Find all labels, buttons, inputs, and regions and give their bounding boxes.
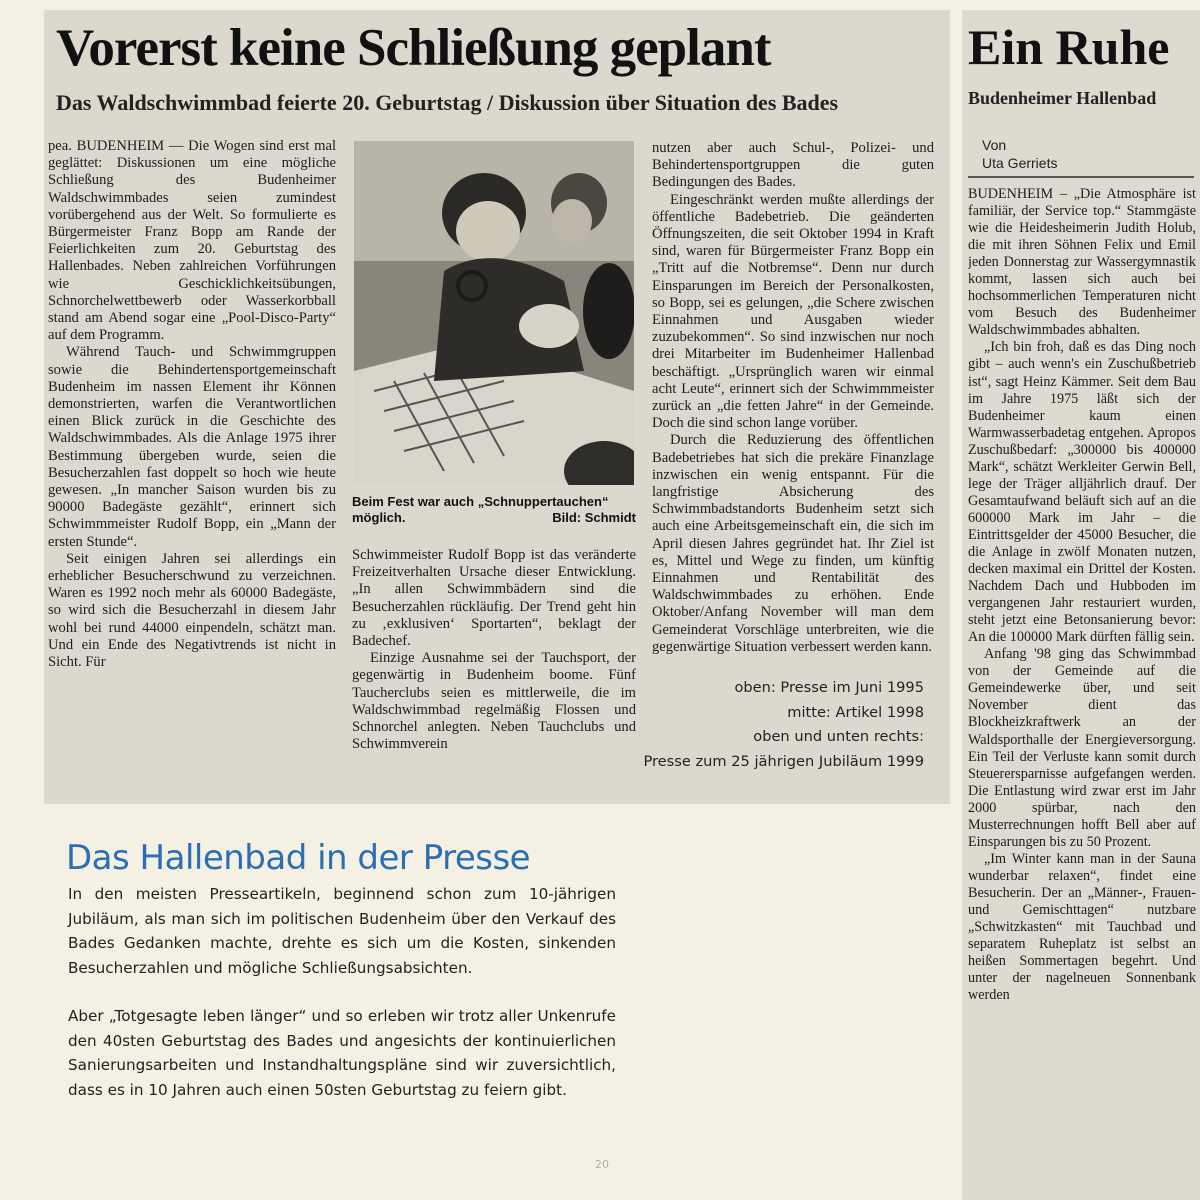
page-number: 20 xyxy=(595,1158,609,1171)
paragraph: Während Tauch- und Schwimmgruppen sowie die Behindertensportgemeinschaft Budenheim im nassen Element ihr Können demonstrierten, warfen die Verantwortlichen einen Blick zurück in die Geschichte des Waldschwimmbades. Als die Anlage 1975 ihrer Bestimmung übergeben wurde, seien die Besucherzahlen fast doppelt so hoch wie heute gewesen. „In mancher Saison wurden bis zu 90000 Badegäste gezählt“, erinnert sich Schwimmmeister Rudolf Bopp, ein „Mann der ersten Stunde“. xyxy=(48,344,336,550)
paragraph: „Im Winter kann man in der Sauna wunderbar relaxen“, findet eine Besucherin. Der an „Männer-, Frauen- und Gemischttagen“ nutzbare „Schwitzkasten“ mit Tauchbad und separatem Ruheplatz ist selbst an heißen Sommertagen begehrt. Und unter der nagelneuen Sonnenbank werden xyxy=(968,850,1196,1004)
article-column-1 xyxy=(48,138,336,802)
byline xyxy=(982,136,1057,172)
byline-prefix: Von xyxy=(982,137,1007,153)
clipping-headline: Ein Ruhe xyxy=(968,19,1170,75)
paragraph: Durch die Reduzierung des öffentlichen Badebetriebes hat sich die prekäre Finanzlage inzwischen ein wenig entspannt. Für die langfristige Absicherung des Schwimmbadstandorts Budenheim setzt sich auch eine Arbeitsgemeinschaft ein, die sich im April diesen Jahres gegründet hat. Ihr Ziel ist es, Mittel und Wege zu finden, um künftig Einnahmen und Rentabilität des Waldschwimmbades zu erhöhen. Ende Oktober/Anfang November will man dem Gemeinderat Vorschläge unterbreiten, wie die gegenwärtige Situation verbessert werden kann. xyxy=(652,432,934,655)
paragraph: Eingeschränkt werden mußte allerdings der öffentliche Badebetrieb. Die geänderten Öffnungszeiten, die seit Oktober 1994 in Kraft sind, waren für Bürgermeister Franz Bopp ein „Tritt auf die Notbremse“. Denn nur durch Einsparungen im Bereich der Personalkosten, so Bopp, sei es gelungen, „die Schere zwischen Einnahmen und Ausgaben wieder zuzubekommen“. So sind inzwischen nur noch drei Mitarbeiter im Budenheimer Hallenbad beschäftigt. „Ursprünglich waren wir einmal acht Leute“, erinnert sich der Schwimmmeister zurück an „die fetten Jahre“ in der Gemeinde. Doch die sind schon lange vorüber. xyxy=(652,191,934,432)
paragraph: nutzen aber auch Schul-, Polizei- und Behindertensportgruppen die guten Bedingungen des Bades. xyxy=(652,140,934,191)
byline-author: Uta Gerriets xyxy=(982,155,1058,171)
clipping-subhead: Budenheimer Hallenbad xyxy=(968,88,1157,108)
clipping-subhead: Das Waldschwimmbad feierte 20. Geburtstag / Diskussion über Situation des Bades xyxy=(56,90,839,115)
image-credits xyxy=(600,676,924,774)
newspaper-clipping-1999 xyxy=(962,10,1200,1200)
credit-line: Presse zum 25 jährigen Jubiläum 1999 xyxy=(643,752,924,770)
photo-diver xyxy=(354,141,634,485)
paragraph: Einzige Ausnahme sei der Tauchsport, der gegenwärtig in Budenheim boome. Fünf Taucherclubs seien es mittlerweile, die im Waldschwimmbad regelmäßig Flossen und Schnorchel anlegten. Neben Tauchclubs und Schwimmverein xyxy=(352,650,636,753)
paragraph: Anfang '98 ging das Schwimmbad von der Gemeinde auf die Gemeindewerke über, und seit November dient das Blockheizkraftwerk an der Waldsporthalle der Energieversorgung. Ein Teil der Verluste kann somit durch Steuerersparnisse aufgefangen werden. Die Entlastung wird zwar erst im Jahr 2000 spürbar, nach den Musterrechnungen hofft Bell aber auf Einsparungen bis zu 50 Prozent. xyxy=(968,646,1196,850)
photo-caption xyxy=(352,494,636,526)
caption-text: Beim Fest war auch „Schnuppertauchen“ möglich. xyxy=(352,494,609,525)
divider xyxy=(968,176,1194,178)
paragraph: Schwimmeister Rudolf Bopp ist das veränderte Freizeitverhalten Ursache dieser Entwicklung. „In allen Schwimmbädern sind die Besucherzahlen rückläufig. Der Trend geht hin zu ‚exklusiven‘ Sportarten“, beklagt der Badechef. xyxy=(352,547,636,650)
section-intro xyxy=(68,882,616,1102)
credit-line: oben: Presse im Juni 1995 xyxy=(734,679,924,696)
photo-illustration xyxy=(354,141,634,485)
section-title: Das Hallenbad in der Presse xyxy=(66,838,531,878)
clipping-headline: Vorerst keine Schließung geplant xyxy=(56,19,771,77)
credit-line: oben und unten rechts: xyxy=(753,728,924,745)
paragraph: BUDENHEIM – „Die Atmosphäre ist familiär, der Service top.“ Stammgäste wie die Heidesheimerin Judith Holub, die mit ihren Söhnen Felix und Emil jeden Donnerstag zur Wassergymnastik kommt, lassen sich auch bei hochsommerlichen Temperaturen nicht vom Besuch des Budenheimer Waldschwimmbades abhalten. xyxy=(968,186,1196,339)
article-column-2 xyxy=(352,547,636,802)
photo-credit: Bild: Schmidt xyxy=(552,510,636,525)
paragraph: „Ich bin froh, daß es das Ding noch gibt – auch wenn's ein Zuschußbetrieb ist“, sagt Heinz Kämmer. Seit dem Bau im Jahre 1975 läßt sich der Budenheimer kaum einen Warmwasserbadetag entgehen. Apropos Zuschußbedarf: „300000 bis 400000 Mark“, schätzt Werkleiter Gerwin Bell, lege der Träger alljährlich drauf. Der Gesamtaufwand beläuft sich auf an die 600000 Mark im Jahr – die Eintrittsgelder der 45000 Besucher, die die Anlage in zwölf Monaten nutzen, decken maximal ein Drittel der Kosten. Nachdem Dach und Hubboden im vergangenen Jahr restauriert wurden, steht jetzt eine Betonsanierung bevor: An die 100000 Mark dürften fällig sein. xyxy=(968,339,1196,646)
credit-line: mitte: Artikel 1998 xyxy=(787,703,924,721)
intro-paragraph: In den meisten Presseartikeln, beginnend schon zum 10-jährigen Jubiläum, als man sich im politischen Budenheim über den Verkauf des Bades Gedanken machte, drehte es sich um die Kosten, sinkenden Besucherzahlen und mögliche Schließungsabsichten. xyxy=(68,885,616,977)
intro-paragraph: Aber „Totgesagte leben länger“ und so erleben wir trotz aller Unkenrufe den 40sten Geburtstag des Bades und angesichts der kontinuierlichen Sanierungsarbeiten und Instandhaltungspläne sind wir zuversichtlich, dass es in 10 Jahren auch einen 50sten Geburtstag zu feiern gibt. xyxy=(68,1007,616,1099)
paragraph: Seit einigen Jahren sei allerdings ein erheblicher Besucherschwund zu verzeichnen. Waren es 1992 noch mehr als 60000 Badegäste, so wird sich die Besucherzahl in diesem Jahr wohl bei rund 44000 einpendeln, schätzt man. Und ein Ende des Negativtrends ist nicht in Sicht. Für xyxy=(48,550,336,671)
paragraph: pea. BUDENHEIM — Die Wogen sind erst mal geglättet: Diskussionen um eine mögliche Schließung des Budenheimer Waldschwimmbades seien zumindest vorübergehend aus der Welt. So formulierte es Bürgermeister Franz Bopp am Rande der Feierlichkeiten zum 20. Geburtstag des Hallenbades. Neben zahlreichen Vorführungen wie Geschicklichkeitsübungen, Schnorchelwettbewerb oder Wasserkorbball stand am Abend sogar eine „Pool-Disco-Party“ auf dem Programm. xyxy=(48,138,336,344)
article-body xyxy=(968,186,1196,1200)
